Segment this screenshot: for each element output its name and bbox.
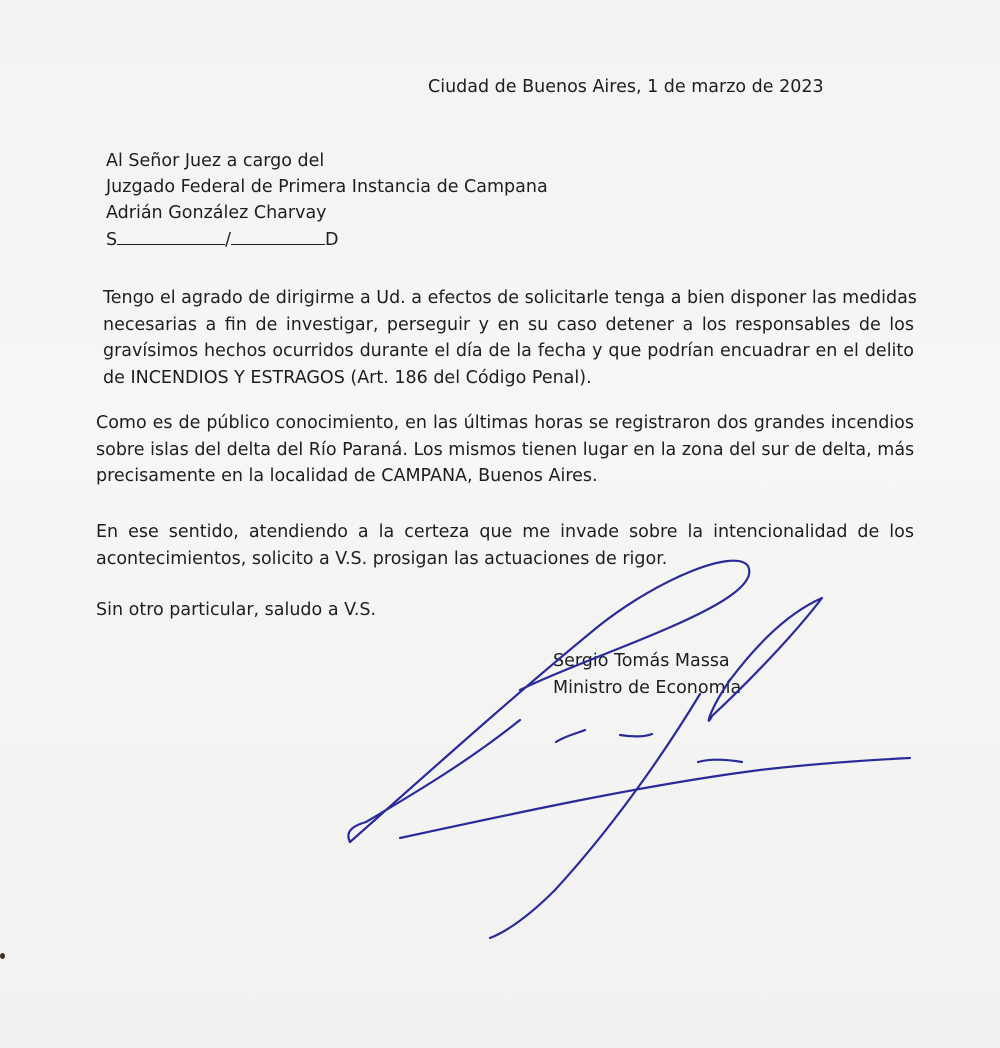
signer-title: Ministro de Economía bbox=[553, 678, 742, 698]
paragraph-line: acontecimientos, solicito a V.S. prosigan las actuaciones de rigor. bbox=[96, 548, 668, 569]
paragraph-line: sobre islas del delta del Río Paraná. Los mismos tienen lugar en la zona del sur de delta, más bbox=[96, 439, 915, 460]
blank-line bbox=[231, 226, 325, 245]
paragraph-line: de INCENDIOS Y ESTRAGOS (Art. 186 del Código Penal). bbox=[103, 367, 592, 388]
paragraph-line: Tengo el agrado de dirigirme a Ud. a efectos de solicitarle tenga a bien disponer las medidas bbox=[103, 288, 917, 308]
closing-line: Sin otro particular, saludo a V.S. bbox=[96, 600, 377, 620]
addressee-line: Al Señor Juez a cargo del bbox=[106, 151, 325, 171]
paragraph-2 bbox=[96, 410, 914, 490]
sd-slash: / bbox=[225, 230, 232, 250]
paragraph-3 bbox=[96, 519, 914, 572]
paragraph-line: gravísimos hechos ocurridos durante el día de la fecha y que podrían encuadrar en el delito bbox=[103, 341, 914, 361]
addressee-block bbox=[106, 148, 548, 252]
paragraph-line: Como es de público conocimiento, en las últimas horas se registraron dos grandes incendios bbox=[96, 413, 914, 433]
paragraph-line: En ese sentido, atendiendo a la certeza que me invade sobre la intencionalidad de los bbox=[96, 522, 914, 542]
date-line: Ciudad de Buenos Aires, 1 de marzo de 2023 bbox=[428, 77, 824, 97]
paragraph-line: precisamente en la localidad de CAMPANA, Buenos Aires. bbox=[96, 466, 598, 486]
blank-line bbox=[117, 226, 225, 245]
sd-line bbox=[106, 226, 548, 252]
addressee-line: Juzgado Federal de Primera Instancia de Campana bbox=[106, 177, 548, 197]
paragraph-line: necesarias a fin de investigar, perseguir y en su caso detener a los responsables de los bbox=[103, 314, 914, 335]
paragraph-1 bbox=[103, 285, 917, 391]
paper-mark bbox=[0, 953, 5, 959]
sd-s: S bbox=[106, 230, 118, 250]
sd-d: D bbox=[325, 230, 339, 250]
addressee-line: Adrián González Charvay bbox=[106, 203, 327, 223]
signer-name: Sergio Tomás Massa bbox=[553, 651, 730, 671]
